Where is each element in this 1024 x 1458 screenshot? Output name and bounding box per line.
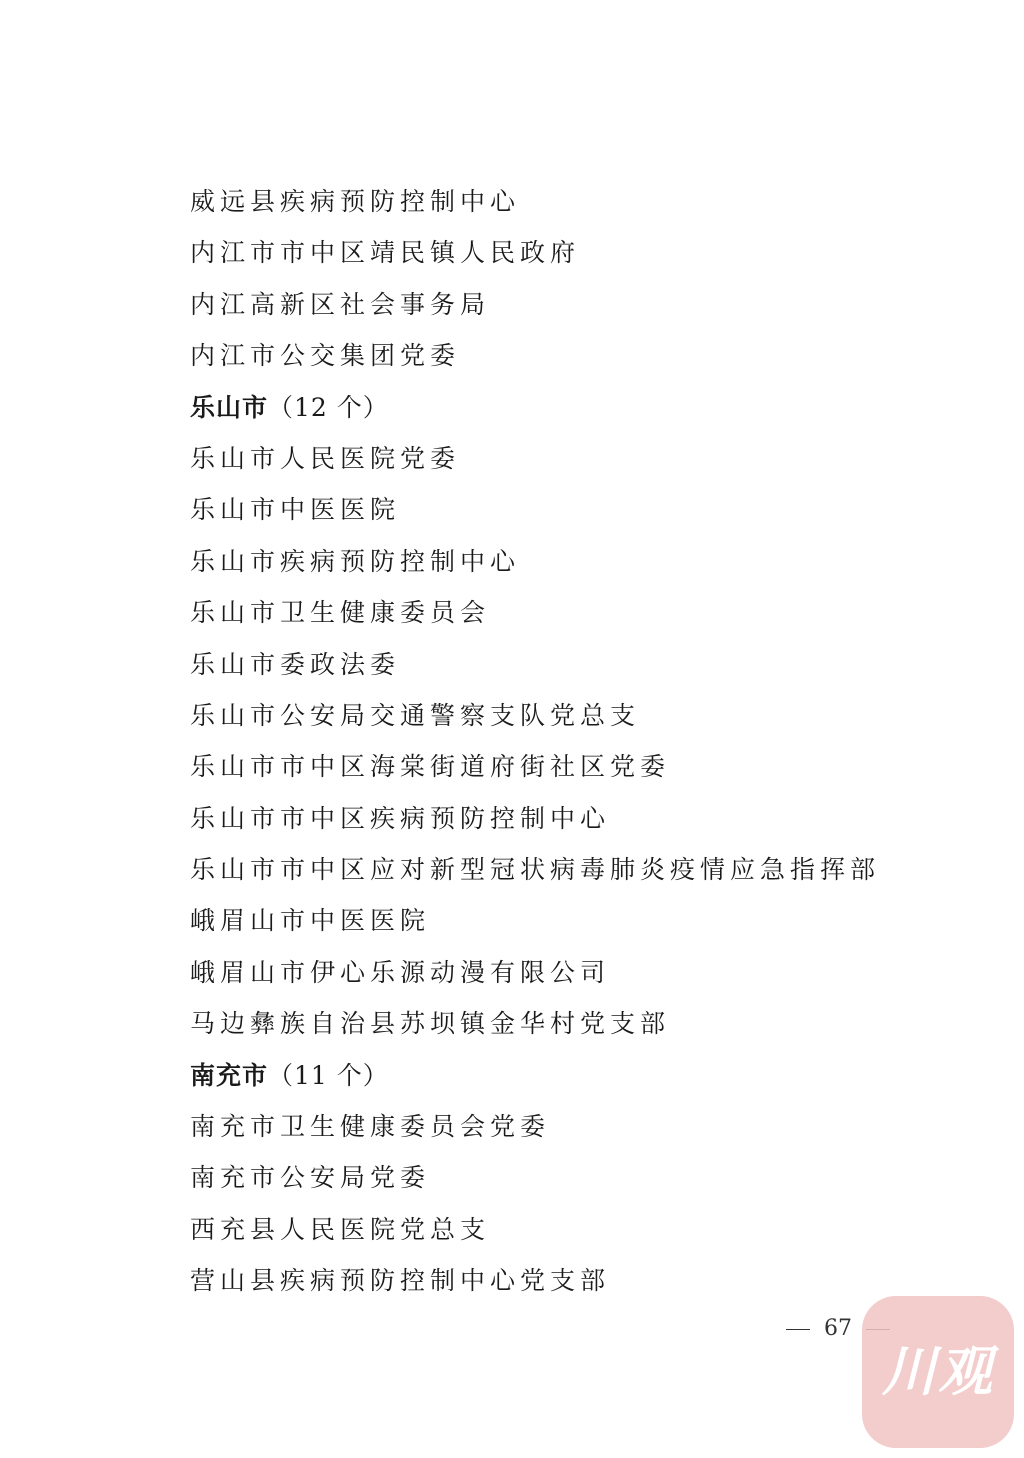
watermark-logo-text: 川观 bbox=[882, 1340, 994, 1403]
list-item: 乐山市疾病预防控制中心 bbox=[190, 546, 521, 576]
list-item: 乐山市委政法委 bbox=[190, 649, 401, 679]
section-count: （12 个） bbox=[268, 392, 389, 422]
list-item: 南充市公安局党委 bbox=[190, 1163, 431, 1193]
list-item: 乐山市市中区疾病预防控制中心 bbox=[190, 803, 611, 833]
list-item: 峨眉山市中医医院 bbox=[190, 906, 431, 936]
list-item: 内江市市中区靖民镇人民政府 bbox=[190, 238, 581, 268]
page-number-value: 67 bbox=[824, 1316, 852, 1341]
section-heading bbox=[190, 1050, 950, 1101]
list-item: 乐山市卫生健康委员会 bbox=[190, 598, 491, 628]
section-city: 乐山市 bbox=[190, 392, 269, 422]
list-item: 乐山市人民医院党委 bbox=[190, 443, 461, 473]
section-heading bbox=[190, 382, 950, 433]
list-item: 内江高新区社会事务局 bbox=[190, 289, 491, 319]
list-item: 乐山市市中区海棠街道府街社区党委 bbox=[190, 752, 671, 782]
section-city: 南充市 bbox=[190, 1060, 269, 1090]
list-item: 峨眉山市伊心乐源动漫有限公司 bbox=[190, 957, 611, 987]
page-number-dash-left bbox=[786, 1329, 810, 1330]
organization-list bbox=[190, 176, 950, 1307]
list-item: 乐山市市中区应对新型冠状病毒肺炎疫情应急指挥部 bbox=[190, 855, 881, 885]
list-item: 乐山市中医医院 bbox=[190, 495, 401, 525]
list-item: 南充市卫生健康委员会党委 bbox=[190, 1112, 551, 1142]
section-count: （11 个） bbox=[268, 1060, 389, 1090]
list-item: 马边彝族自治县苏坝镇金华村党支部 bbox=[190, 1009, 671, 1039]
list-item: 威远县疾病预防控制中心 bbox=[190, 187, 521, 216]
list-item: 乐山市公安局交通警察支队党总支 bbox=[190, 700, 641, 730]
list-item: 西充县人民医院党总支 bbox=[190, 1214, 491, 1244]
list-item: 内江市公交集团党委 bbox=[190, 341, 461, 371]
list-item: 营山县疾病预防控制中心党支部 bbox=[190, 1266, 611, 1296]
watermark-logo bbox=[862, 1296, 1014, 1448]
